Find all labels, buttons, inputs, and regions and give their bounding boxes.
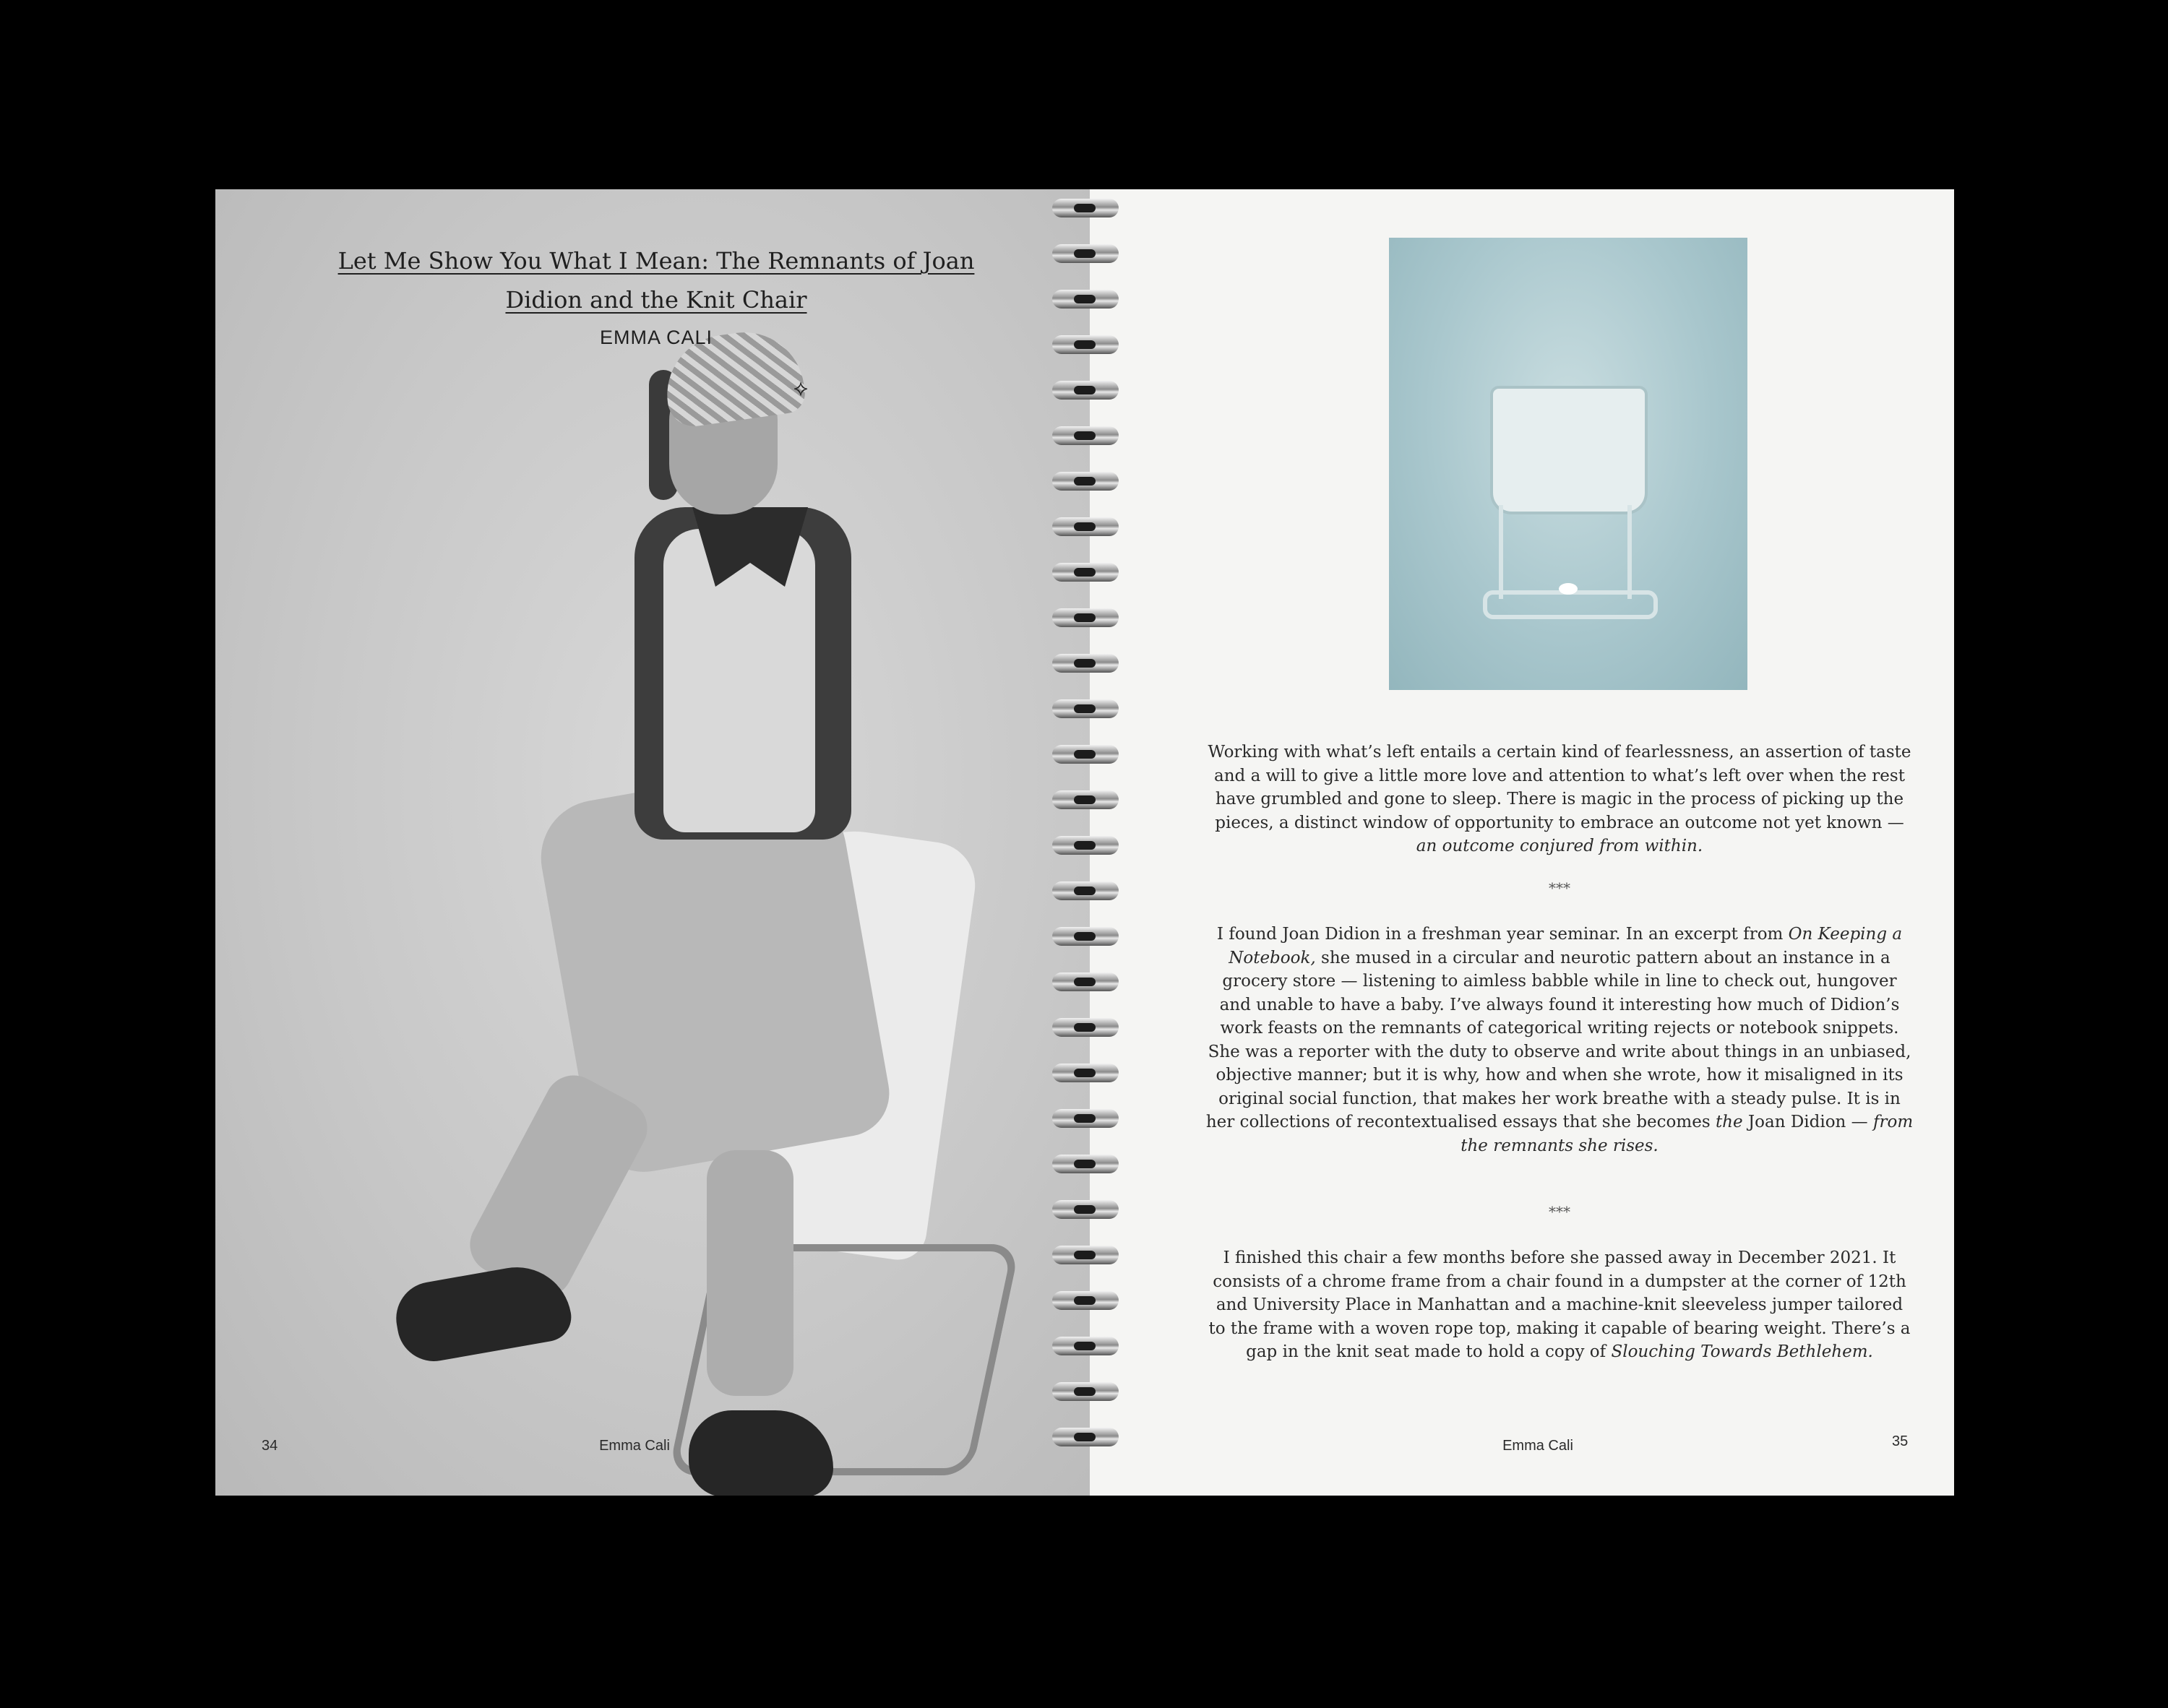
coil-hole <box>1074 978 1096 986</box>
coil-hole <box>1074 613 1096 622</box>
spiral-coil <box>1049 199 1122 217</box>
leg-right <box>707 1150 793 1396</box>
page-number-right: 35 <box>1892 1433 1909 1449</box>
chair-leg-left <box>1499 505 1503 599</box>
spiral-coil <box>1049 699 1122 718</box>
paragraph-1: Working with what’s left entails a certain kind of fearlessness, an assertion of taste and a will to give a little more love and attention to what’s left over when the rest have grumbled and gone to sleep. There is magic in the process of picking up the pieces, a distinct window of opportunity to embrace an outcome not yet known — an outcome conjured from within. <box>1208 743 1911 855</box>
coil-hole <box>1074 1251 1096 1259</box>
spiral-coil <box>1049 608 1122 627</box>
chair-photo <box>1389 238 1747 690</box>
spiral-coil <box>1049 290 1122 309</box>
spiral-coil <box>1049 654 1122 673</box>
coil-hole <box>1074 1023 1096 1032</box>
coil-hole <box>1074 386 1096 394</box>
spiral-coil <box>1049 1018 1122 1037</box>
yarn-ball <box>1559 583 1578 595</box>
coil-hole <box>1074 249 1096 258</box>
left-page <box>215 189 1090 1496</box>
spiral-coil <box>1049 881 1122 900</box>
section-separator: *** <box>1549 1203 1570 1220</box>
coil-hole <box>1074 522 1096 531</box>
spiral-coil <box>1049 472 1122 491</box>
spiral-coil <box>1049 1428 1122 1446</box>
right-page <box>1090 189 1954 1496</box>
coil-hole <box>1074 1342 1096 1350</box>
coil-hole <box>1074 1387 1096 1396</box>
spiral-coil <box>1049 790 1122 809</box>
spiral-coil <box>1049 1155 1122 1173</box>
coil-hole <box>1074 1296 1096 1305</box>
coil-hole <box>1074 932 1096 941</box>
section-separator: *** <box>1549 879 1570 897</box>
spiral-coil <box>1049 1291 1122 1310</box>
article-title: Let Me Show You What I Mean: The Remnants of Joan Didion and the Knit Chair <box>337 247 975 314</box>
spiral-coil <box>1049 927 1122 946</box>
coil-hole <box>1074 295 1096 303</box>
spiral-coil <box>1049 1109 1122 1128</box>
coil-hole <box>1074 340 1096 349</box>
coil-hole <box>1074 204 1096 212</box>
spiral-coil <box>1049 381 1122 400</box>
coil-hole <box>1074 887 1096 895</box>
coil-hole <box>1074 1114 1096 1123</box>
coil-hole <box>1074 841 1096 850</box>
coil-hole <box>1074 750 1096 759</box>
paragraph-2: I found Joan Didion in a freshman year seminar. In an excerpt from On Keeping a Notebook, she mused in a circular and neurotic pattern about an instance in a grocery store — listening to aimless babble while in line to check out, hungover and unable to have a baby. I’ve always found it interesting how much of Didion’s work feasts on the remnants of categorical writing rejects or notebook snippets. She was a reporter with the duty to observe and write about things in an unbiased, objective manner; but it is why, how and when she wrote, how it misaligned in its original social function, that makes her work breathe with a steady pulse. It is in her collections of recontextualised essays that she becomes the Joan Didion — from the remnants she rises. <box>1205 925 1914 1155</box>
coil-hole <box>1074 704 1096 713</box>
vest <box>663 529 815 832</box>
paragraph-3: I finished this chair a few months before she passed away in December 2021. It consists of a chrome frame from a chair found in a dumpster at the corner of 12th and University Place in Manhattan and a machine-knit sleeveless jumper tailored to the frame with a woven rope top, making it capable of bearing weight. There’s a gap in the knit seat made to hold a copy of Slouching Towards Bethlehem. <box>1208 1248 1911 1361</box>
chair-leg-right <box>1627 505 1632 599</box>
page-number-left: 34 <box>262 1438 278 1454</box>
spiral-coil <box>1049 1064 1122 1082</box>
shoe-right <box>689 1410 833 1496</box>
coil-hole <box>1074 568 1096 577</box>
coil-hole <box>1074 1433 1096 1441</box>
coil-hole <box>1074 659 1096 668</box>
running-footer-right: Emma Cali <box>1502 1438 1573 1454</box>
portrait-photo <box>215 189 1090 1496</box>
coil-hole <box>1074 795 1096 804</box>
spiral-coil <box>1049 244 1122 263</box>
spiral-coil <box>1049 836 1122 855</box>
spiral-coil <box>1049 563 1122 582</box>
coil-hole <box>1074 1160 1096 1168</box>
coil-hole <box>1074 431 1096 440</box>
author-name: EMMA CALI <box>599 327 713 348</box>
spiral-coil <box>1049 426 1122 445</box>
coil-hole <box>1074 1069 1096 1077</box>
chair-knit-seat <box>1490 386 1648 514</box>
spiral-coil <box>1049 517 1122 536</box>
spiral-coil <box>1049 972 1122 991</box>
spiral-coil <box>1049 745 1122 764</box>
coil-hole <box>1074 1205 1096 1214</box>
spiral-coil <box>1049 1382 1122 1401</box>
running-footer-left: Emma Cali <box>599 1438 670 1454</box>
ornament-icon: ⟡ <box>793 376 808 401</box>
spiral-coil <box>1049 335 1122 354</box>
coil-hole <box>1074 477 1096 486</box>
spiral-coil <box>1049 1337 1122 1355</box>
spiral-binding <box>1049 199 1129 1485</box>
spiral-coil <box>1049 1246 1122 1264</box>
spiral-coil <box>1049 1200 1122 1219</box>
chair-base <box>1483 590 1658 619</box>
